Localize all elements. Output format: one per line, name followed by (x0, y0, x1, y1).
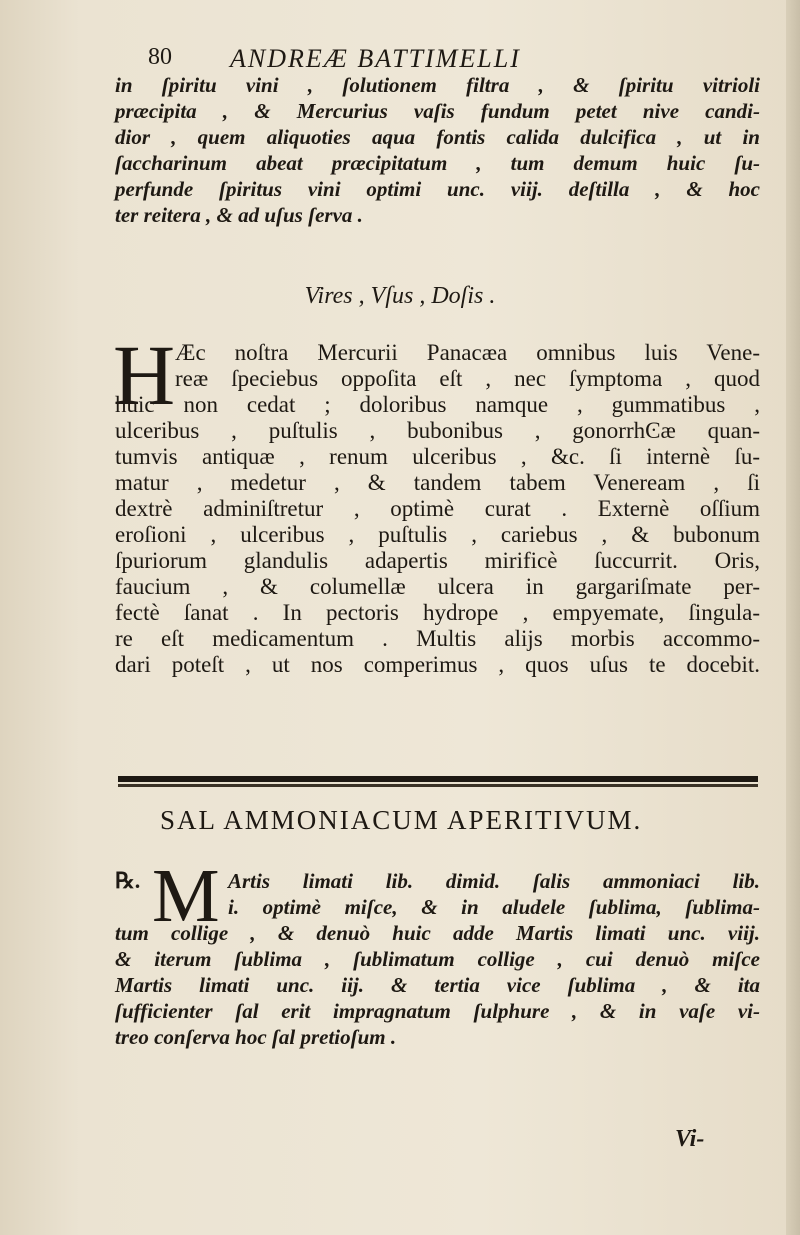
text-line: Martis limati unc. iij. & tertia vice ſublima , & ita (115, 973, 760, 997)
text-line: ſaccharinum abeat præcipitatum , tum demum huic ſu- (115, 151, 760, 175)
intro-paragraph (115, 72, 760, 228)
text-line: perfunde ſpiritus vini optimi unc. viij. deſtilla , & hoc (115, 177, 760, 201)
text-line: ſufficienter ſal erit impragnatum ſulphure , & in vaſe vi- (115, 999, 760, 1023)
text-line: dextrè adminiſtretur , optimè curat . Externè oſſium (115, 496, 760, 521)
text-line: reæ ſpeciebus oppoſita eſt , nec ſymptoma , quod (175, 366, 760, 391)
text-line: ſpuriorum glandulis adapertis mirificè ſuccurrit. Oris, (115, 548, 760, 573)
section-title: SAL AMMONIACUM APERITIVUM. (160, 805, 643, 835)
text-line: tum collige , & denuò huic adde Martis limati unc. viij. (115, 921, 760, 945)
text-line: treo conſerva hoc ſal pretioſum . (115, 1025, 397, 1049)
text-line: huic non cedat ; doloribus namque , gummatibus , (115, 392, 760, 417)
text-line: Artis limati lib. dimid. ſalis ammoniaci lib. (228, 869, 760, 893)
text-line: faucium , & columellæ ulcera in gargariſmate per- (115, 574, 760, 599)
drop-cap: H (113, 327, 176, 423)
text-line: dari poteſt , ut nos comperimus , quos uſus te docebit. (115, 652, 760, 677)
text-line: i. optimè miſce, & in aludele ſublima, ſublima- (228, 895, 760, 919)
text-line: in ſpiritu vini , ſolutionem filtra , & ſpiritu vitrioli (115, 73, 760, 97)
text-line: & iterum ſublima , ſublimatum collige , cui denuò miſce (115, 947, 760, 971)
text-line: fectè ſanat . In pectoris hydrope , empyemate, ſingula- (115, 600, 760, 625)
recipe-paragraph (115, 868, 760, 1050)
page-number: 80 (148, 44, 172, 70)
recipe-symbol: ℞. (115, 868, 141, 893)
page-edge (786, 0, 800, 1235)
section-heading: Vires , Vſus , Doſis . (304, 283, 496, 309)
text-line: dior , quem aliquoties aqua fontis calida dulcifica , ut in (115, 125, 760, 149)
text-line: Æc noſtra Mercurii Panacæa omnibus luis Vene- (175, 340, 760, 365)
text-line: ter reitera , & ad uſus ſerva . (115, 203, 363, 227)
main-paragraph (115, 340, 760, 678)
text-line: ulceribus , puſtulis , bubonibus , gonorrhϾæ quan- (115, 418, 760, 443)
drop-cap: M (152, 854, 220, 938)
catchword: Vi- (675, 1126, 705, 1152)
text-line: eroſioni , ulceribus , puſtulis , cariebus , & bubonum (115, 522, 760, 547)
page-header (148, 44, 668, 74)
text-line: matur , medetur , & tandem tabem Veneream , ſi (115, 470, 760, 495)
section-divider (118, 776, 758, 784)
text-line: præcipita , & Mercurius vaſis fundum petet nive candi- (115, 99, 760, 123)
text-line: re eſt medicamentum . Multis alijs morbis accommo- (115, 626, 760, 651)
running-head: ANDREÆ BATTIMELLI (230, 44, 521, 73)
text-line: tumvis antiquæ , renum ulceribus , &c. ſi internè ſu- (115, 444, 760, 469)
